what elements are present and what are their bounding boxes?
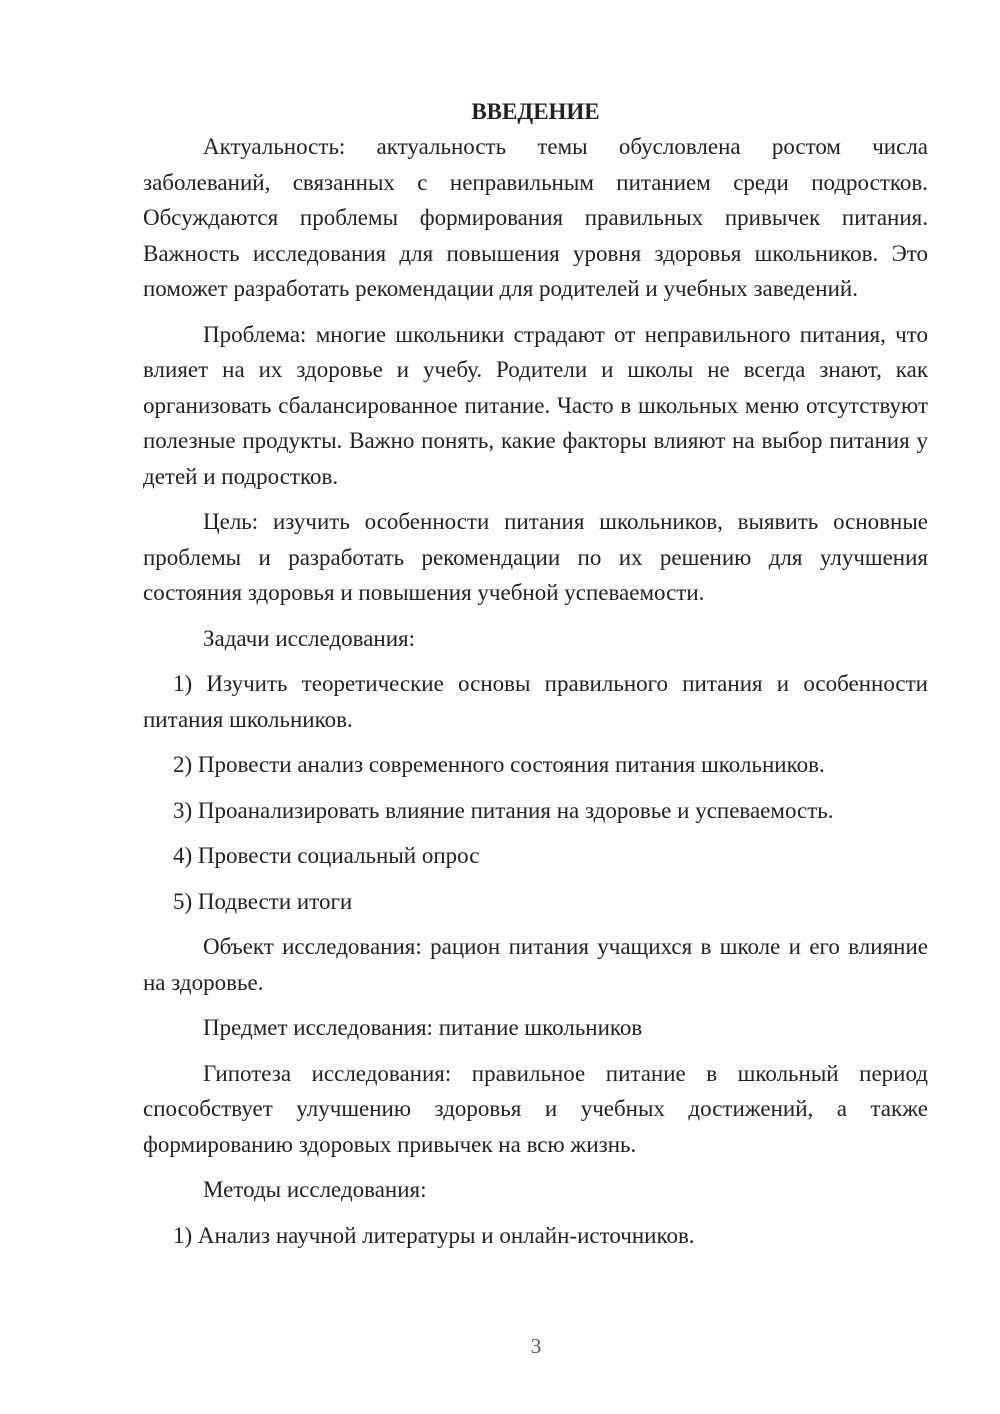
paragraph-subject: Предмет исследования: питание школьников — [203, 1015, 643, 1040]
paragraph-goal: Цель: изучить особенности питания школьников, выявить основные проблемы и разработать рекомендации по их решению для улучшения состояния здоровья и повышения учебной успеваемости. — [143, 509, 928, 605]
task-item: 4) Провести социальный опрос — [173, 843, 480, 868]
paragraph-methods-heading: Методы исследования: — [203, 1177, 427, 1202]
task-item: 3) Проанализировать влияние питания на здоровье и успеваемость. — [173, 797, 834, 823]
task-item: 2) Провести анализ современного состояния питания школьников. — [173, 752, 825, 777]
paragraph-problem: Проблема: многие школьники страдают от неправильного питания, что влияет на их здоровье и учебу. Родители и школы не всегда знают, как организовать сбалансированное питание. Часто в школьных меню отсутствуют полезные продукты. Важно понять, какие факторы влияют на выбор питания у детей и подростков. — [143, 321, 928, 489]
page-content — [143, 94, 928, 1263]
page-number: 3 — [530, 1334, 542, 1358]
task-item: 5) Подвести итоги — [173, 888, 353, 914]
section-title: ВВЕДЕНИЕ — [471, 99, 600, 124]
method-item: 1) Анализ научной литературы и онлайн-источников. — [173, 1222, 695, 1248]
paragraph-object: Объект исследования: рацион питания учащихся в школе и его влияние на здоровье. — [143, 934, 928, 995]
paragraph-tasks-heading: Задачи исследования: — [203, 625, 416, 651]
paragraph-hypothesis: Гипотеза исследования: правильное питание в школьный период способствует улучшению здоровья и учебных достижений, а также формированию здоровых привычек на всю жизнь. — [143, 1060, 928, 1157]
paragraph-relevance: Актуальность: актуальность темы обусловлена ростом числа заболеваний, связанных с неправильным питанием среди подростков. Обсуждаются проблемы формирования правильных привычек питания. Важность исследования для повышения уровня здоровья школьников. Это поможет разработать рекомендации для родителей и учебных заведений. — [143, 134, 928, 301]
task-item: 1) Изучить теоретические основы правильного питания и особенности питания школьников. — [143, 671, 928, 732]
